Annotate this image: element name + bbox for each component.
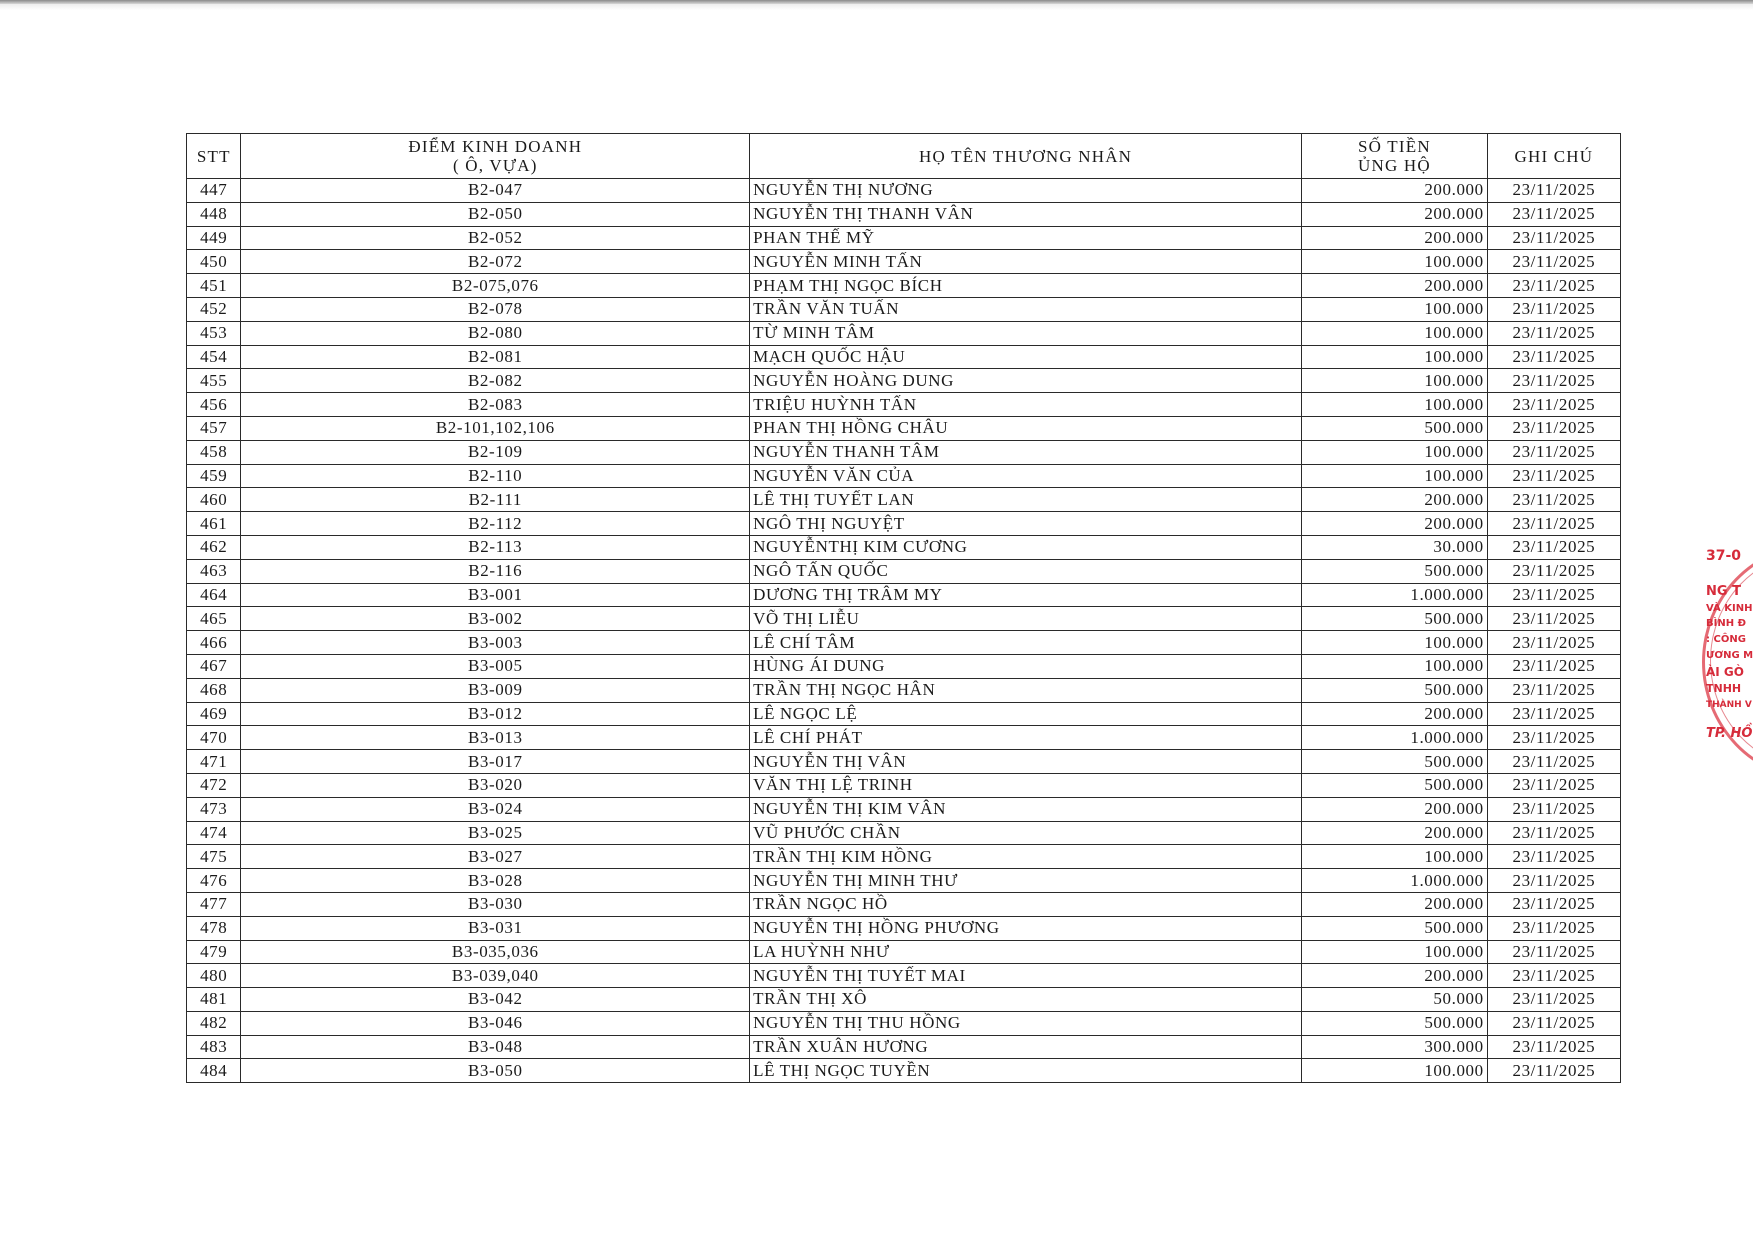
cell-business-point: B2-113 <box>241 535 750 559</box>
cell-business-point: B3-009 <box>241 678 750 702</box>
cell-business-point: B2-072 <box>241 250 750 274</box>
cell-note: 23/11/2025 <box>1487 202 1620 226</box>
cell-note: 23/11/2025 <box>1487 535 1620 559</box>
cell-amount: 200.000 <box>1302 702 1488 726</box>
cell-business-point: B3-012 <box>241 702 750 726</box>
cell-stt: 482 <box>187 1011 241 1035</box>
table-row <box>187 750 1621 774</box>
cell-amount: 100.000 <box>1302 631 1488 655</box>
table-row <box>187 250 1621 274</box>
cell-note: 23/11/2025 <box>1487 892 1620 916</box>
cell-business-point: B2-109 <box>241 440 750 464</box>
cell-business-point: B3-013 <box>241 726 750 750</box>
table-row <box>187 845 1621 869</box>
table-row <box>187 369 1621 393</box>
cell-business-point: B3-048 <box>241 1035 750 1059</box>
cell-note: 23/11/2025 <box>1487 1035 1620 1059</box>
cell-amount: 100.000 <box>1302 250 1488 274</box>
table-row <box>187 916 1621 940</box>
cell-stt: 480 <box>187 964 241 988</box>
cell-amount: 200.000 <box>1302 512 1488 536</box>
stamp-text-2: NG T <box>1706 584 1741 599</box>
cell-business-point: B2-081 <box>241 345 750 369</box>
cell-note: 23/11/2025 <box>1487 869 1620 893</box>
cell-business-point: B2-082 <box>241 369 750 393</box>
table-row <box>187 1035 1621 1059</box>
table-row <box>187 179 1621 203</box>
cell-amount: 100.000 <box>1302 393 1488 417</box>
cell-note: 23/11/2025 <box>1487 559 1620 583</box>
cell-merchant-name: NGUYỄN MINH TẤN <box>750 250 1302 274</box>
cell-merchant-name: LÊ CHÍ PHÁT <box>750 726 1302 750</box>
cell-merchant-name: NGUYỄN THỊ THU HỒNG <box>750 1011 1302 1035</box>
cell-note: 23/11/2025 <box>1487 916 1620 940</box>
table-row <box>187 393 1621 417</box>
cell-merchant-name: NGUYỄN THỊ HỒNG PHƯƠNG <box>750 916 1302 940</box>
cell-stt: 456 <box>187 393 241 417</box>
cell-stt: 462 <box>187 535 241 559</box>
table-row <box>187 297 1621 321</box>
stamp-text-7: ÀI GÒ <box>1706 665 1744 679</box>
cell-stt: 448 <box>187 202 241 226</box>
cell-note: 23/11/2025 <box>1487 464 1620 488</box>
cell-stt: 459 <box>187 464 241 488</box>
cell-business-point: B2-083 <box>241 393 750 417</box>
cell-note: 23/11/2025 <box>1487 607 1620 631</box>
table-row <box>187 440 1621 464</box>
cell-merchant-name: NGÔ THỊ NGUYỆT <box>750 512 1302 536</box>
cell-merchant-name: LÊ THỊ NGỌC TUYỀN <box>750 1059 1302 1083</box>
cell-stt: 449 <box>187 226 241 250</box>
cell-merchant-name: TRẦN THỊ KIM HỒNG <box>750 845 1302 869</box>
cell-business-point: B2-116 <box>241 559 750 583</box>
cell-business-point: B3-028 <box>241 869 750 893</box>
cell-amount: 200.000 <box>1302 964 1488 988</box>
cell-merchant-name: LÊ NGỌC LỆ <box>750 702 1302 726</box>
cell-business-point: B3-031 <box>241 916 750 940</box>
cell-business-point: B3-042 <box>241 988 750 1012</box>
stamp-text-5: : CÔNG <box>1706 634 1746 645</box>
stamp-text-10: TP. HỒ <box>1706 726 1753 741</box>
header-amount-line1: SỐ TIỀN <box>1358 137 1431 156</box>
table-row <box>187 892 1621 916</box>
cell-stt: 468 <box>187 678 241 702</box>
table-row <box>187 202 1621 226</box>
table-row <box>187 821 1621 845</box>
cell-stt: 467 <box>187 654 241 678</box>
header-note: GHI CHÚ <box>1487 134 1620 179</box>
header-business-point-line2: ( Ô, VỰA) <box>452 156 538 175</box>
header-amount <box>1302 134 1488 179</box>
cell-note: 23/11/2025 <box>1487 179 1620 203</box>
cell-merchant-name: TRẦN THỊ XÔ <box>750 988 1302 1012</box>
cell-merchant-name: NGUYỄN THỊ TUYẾT MAI <box>750 964 1302 988</box>
table-row <box>187 940 1621 964</box>
cell-merchant-name: TỪ MINH TÂM <box>750 321 1302 345</box>
cell-merchant-name: TRẦN NGỌC HỒ <box>750 892 1302 916</box>
cell-amount: 100.000 <box>1302 464 1488 488</box>
cell-business-point: B3-001 <box>241 583 750 607</box>
cell-business-point: B2-101,102,106 <box>241 416 750 440</box>
cell-amount: 100.000 <box>1302 369 1488 393</box>
cell-merchant-name: VŨ PHƯỚC CHẦN <box>750 821 1302 845</box>
cell-amount: 100.000 <box>1302 440 1488 464</box>
cell-stt: 447 <box>187 179 241 203</box>
cell-stt: 477 <box>187 892 241 916</box>
stamp-text-9: THÀNH V <box>1706 700 1752 710</box>
cell-amount: 100.000 <box>1302 845 1488 869</box>
cell-stt: 453 <box>187 321 241 345</box>
cell-merchant-name: NGUYỄN THỊ NƯƠNG <box>750 179 1302 203</box>
cell-amount: 500.000 <box>1302 773 1488 797</box>
cell-merchant-name: NGUYỄN VĂN CỦA <box>750 464 1302 488</box>
cell-business-point: B2-050 <box>241 202 750 226</box>
cell-stt: 454 <box>187 345 241 369</box>
cell-stt: 481 <box>187 988 241 1012</box>
cell-amount: 200.000 <box>1302 179 1488 203</box>
cell-note: 23/11/2025 <box>1487 488 1620 512</box>
cell-note: 23/11/2025 <box>1487 440 1620 464</box>
cell-note: 23/11/2025 <box>1487 1059 1620 1083</box>
cell-note: 23/11/2025 <box>1487 297 1620 321</box>
table-row <box>187 797 1621 821</box>
cell-merchant-name: NGÔ TẤN QUỐC <box>750 559 1302 583</box>
cell-amount: 500.000 <box>1302 916 1488 940</box>
cell-business-point: B3-005 <box>241 654 750 678</box>
cell-amount: 100.000 <box>1302 345 1488 369</box>
cell-merchant-name: VÕ THỊ LIỄU <box>750 607 1302 631</box>
cell-business-point: B2-075,076 <box>241 274 750 298</box>
cell-merchant-name: HÙNG ÁI DUNG <box>750 654 1302 678</box>
cell-business-point: B3-017 <box>241 750 750 774</box>
cell-note: 23/11/2025 <box>1487 678 1620 702</box>
cell-note: 23/11/2025 <box>1487 773 1620 797</box>
cell-stt: 473 <box>187 797 241 821</box>
cell-business-point: B3-046 <box>241 1011 750 1035</box>
cell-amount: 100.000 <box>1302 297 1488 321</box>
cell-stt: 451 <box>187 274 241 298</box>
table-header-row <box>187 134 1621 179</box>
cell-merchant-name: MẠCH QUỐC HẬU <box>750 345 1302 369</box>
cell-note: 23/11/2025 <box>1487 988 1620 1012</box>
table-row <box>187 1059 1621 1083</box>
cell-note: 23/11/2025 <box>1487 750 1620 774</box>
cell-note: 23/11/2025 <box>1487 631 1620 655</box>
cell-merchant-name: TRẦN XUÂN HƯƠNG <box>750 1035 1302 1059</box>
stamp-text-1: 37-0 <box>1706 548 1742 564</box>
cell-stt: 450 <box>187 250 241 274</box>
cell-amount: 500.000 <box>1302 416 1488 440</box>
cell-note: 23/11/2025 <box>1487 821 1620 845</box>
table-row <box>187 416 1621 440</box>
cell-amount: 500.000 <box>1302 607 1488 631</box>
cell-stt: 483 <box>187 1035 241 1059</box>
table-row <box>187 583 1621 607</box>
table-body <box>187 179 1621 1083</box>
cell-business-point: B2-078 <box>241 297 750 321</box>
cell-merchant-name: NGUYỄN THỊ VÂN <box>750 750 1302 774</box>
table-row <box>187 488 1621 512</box>
cell-business-point: B3-050 <box>241 1059 750 1083</box>
table-row <box>187 512 1621 536</box>
header-merchant-name: HỌ TÊN THƯƠNG NHÂN <box>750 134 1302 179</box>
cell-business-point: B3-024 <box>241 797 750 821</box>
table-row <box>187 226 1621 250</box>
cell-merchant-name: NGUYỄN THỊ MINH THƯ <box>750 869 1302 893</box>
cell-amount: 200.000 <box>1302 274 1488 298</box>
cell-stt: 484 <box>187 1059 241 1083</box>
cell-stt: 460 <box>187 488 241 512</box>
table-row <box>187 964 1621 988</box>
cell-stt: 457 <box>187 416 241 440</box>
cell-merchant-name: LÊ CHÍ TÂM <box>750 631 1302 655</box>
cell-merchant-name: TRẦN THỊ NGỌC HÂN <box>750 678 1302 702</box>
cell-note: 23/11/2025 <box>1487 512 1620 536</box>
cell-business-point: B3-030 <box>241 892 750 916</box>
cell-merchant-name: TRIỆU HUỲNH TẤN <box>750 393 1302 417</box>
cell-note: 23/11/2025 <box>1487 369 1620 393</box>
header-business-point <box>241 134 750 179</box>
cell-stt: 471 <box>187 750 241 774</box>
cell-note: 23/11/2025 <box>1487 250 1620 274</box>
cell-business-point: B3-002 <box>241 607 750 631</box>
cell-stt: 463 <box>187 559 241 583</box>
cell-stt: 452 <box>187 297 241 321</box>
cell-note: 23/11/2025 <box>1487 345 1620 369</box>
table-row <box>187 988 1621 1012</box>
cell-amount: 200.000 <box>1302 202 1488 226</box>
table-row <box>187 1011 1621 1035</box>
table-row <box>187 726 1621 750</box>
cell-amount: 1.000.000 <box>1302 869 1488 893</box>
table-row <box>187 321 1621 345</box>
cell-merchant-name: NGUYỄN HOÀNG DUNG <box>750 369 1302 393</box>
cell-note: 23/11/2025 <box>1487 583 1620 607</box>
cell-stt: 461 <box>187 512 241 536</box>
cell-amount: 200.000 <box>1302 797 1488 821</box>
cell-amount: 500.000 <box>1302 1011 1488 1035</box>
cell-business-point: B2-112 <box>241 512 750 536</box>
cell-note: 23/11/2025 <box>1487 726 1620 750</box>
cell-merchant-name: PHAN THỊ HỒNG CHÂU <box>750 416 1302 440</box>
header-business-point-line1: ĐIỂM KINH DOANH <box>408 137 583 156</box>
cell-merchant-name: VĂN THỊ LỆ TRINH <box>750 773 1302 797</box>
stamp-text-3: VÀ KINH <box>1706 603 1753 614</box>
cell-amount: 200.000 <box>1302 892 1488 916</box>
table-row <box>187 535 1621 559</box>
cell-business-point: B3-035,036 <box>241 940 750 964</box>
cell-merchant-name: DƯƠNG THỊ TRÂM MY <box>750 583 1302 607</box>
cell-merchant-name: NGUYỄNTHỊ KIM CƯƠNG <box>750 535 1302 559</box>
cell-business-point: B2-052 <box>241 226 750 250</box>
table-row <box>187 654 1621 678</box>
stamp-text-8: TNHH <box>1706 682 1742 695</box>
cell-note: 23/11/2025 <box>1487 416 1620 440</box>
cell-note: 23/11/2025 <box>1487 845 1620 869</box>
cell-merchant-name: NGUYỄN THỊ KIM VÂN <box>750 797 1302 821</box>
table-row <box>187 773 1621 797</box>
cell-business-point: B2-047 <box>241 179 750 203</box>
red-seal-stamp <box>1702 540 1753 790</box>
cell-amount: 50.000 <box>1302 988 1488 1012</box>
cell-amount: 500.000 <box>1302 559 1488 583</box>
cell-business-point: B3-025 <box>241 821 750 845</box>
cell-stt: 474 <box>187 821 241 845</box>
table-row <box>187 274 1621 298</box>
cell-amount: 500.000 <box>1302 678 1488 702</box>
cell-stt: 465 <box>187 607 241 631</box>
cell-business-point: B3-003 <box>241 631 750 655</box>
cell-amount: 100.000 <box>1302 654 1488 678</box>
cell-business-point: B2-111 <box>241 488 750 512</box>
cell-stt: 466 <box>187 631 241 655</box>
cell-merchant-name: TRẦN VĂN TUẤN <box>750 297 1302 321</box>
cell-note: 23/11/2025 <box>1487 1011 1620 1035</box>
table-row <box>187 464 1621 488</box>
cell-note: 23/11/2025 <box>1487 702 1620 726</box>
cell-merchant-name: LA HUỲNH NHƯ <box>750 940 1302 964</box>
cell-business-point: B2-110 <box>241 464 750 488</box>
cell-stt: 479 <box>187 940 241 964</box>
cell-business-point: B3-039,040 <box>241 964 750 988</box>
cell-amount: 200.000 <box>1302 821 1488 845</box>
cell-amount: 500.000 <box>1302 750 1488 774</box>
cell-stt: 455 <box>187 369 241 393</box>
cell-note: 23/11/2025 <box>1487 940 1620 964</box>
cell-note: 23/11/2025 <box>1487 393 1620 417</box>
cell-amount: 100.000 <box>1302 1059 1488 1083</box>
cell-stt: 475 <box>187 845 241 869</box>
cell-amount: 100.000 <box>1302 321 1488 345</box>
table-row <box>187 678 1621 702</box>
cell-amount: 1.000.000 <box>1302 726 1488 750</box>
cell-note: 23/11/2025 <box>1487 797 1620 821</box>
cell-note: 23/11/2025 <box>1487 274 1620 298</box>
cell-note: 23/11/2025 <box>1487 964 1620 988</box>
scan-edge-shadow <box>0 4 1753 10</box>
stamp-text-6: ƯƠNG M <box>1706 650 1753 661</box>
cell-merchant-name: NGUYỄN THỊ THANH VÂN <box>750 202 1302 226</box>
table-row <box>187 702 1621 726</box>
cell-amount: 1.000.000 <box>1302 583 1488 607</box>
cell-note: 23/11/2025 <box>1487 226 1620 250</box>
cell-stt: 476 <box>187 869 241 893</box>
cell-merchant-name: NGUYỄN THANH TÂM <box>750 440 1302 464</box>
table-row <box>187 631 1621 655</box>
cell-business-point: B3-020 <box>241 773 750 797</box>
cell-stt: 472 <box>187 773 241 797</box>
cell-note: 23/11/2025 <box>1487 321 1620 345</box>
stamp-text-4: BÌNH Đ <box>1706 618 1746 629</box>
table-row <box>187 607 1621 631</box>
cell-stt: 464 <box>187 583 241 607</box>
header-stt: STT <box>187 134 241 179</box>
cell-amount: 100.000 <box>1302 940 1488 964</box>
table-row <box>187 345 1621 369</box>
cell-amount: 30.000 <box>1302 535 1488 559</box>
table-row <box>187 869 1621 893</box>
cell-business-point: B3-027 <box>241 845 750 869</box>
header-amount-line2: ỦNG HỘ <box>1358 156 1431 175</box>
cell-stt: 469 <box>187 702 241 726</box>
cell-merchant-name: PHẠM THỊ NGỌC BÍCH <box>750 274 1302 298</box>
cell-amount: 300.000 <box>1302 1035 1488 1059</box>
donation-table <box>186 133 1621 1083</box>
cell-merchant-name: PHAN THẾ MỸ <box>750 226 1302 250</box>
cell-note: 23/11/2025 <box>1487 654 1620 678</box>
cell-stt: 458 <box>187 440 241 464</box>
table-row <box>187 559 1621 583</box>
cell-amount: 200.000 <box>1302 488 1488 512</box>
cell-business-point: B2-080 <box>241 321 750 345</box>
cell-amount: 200.000 <box>1302 226 1488 250</box>
cell-merchant-name: LÊ THỊ TUYẾT LAN <box>750 488 1302 512</box>
cell-stt: 470 <box>187 726 241 750</box>
cell-stt: 478 <box>187 916 241 940</box>
